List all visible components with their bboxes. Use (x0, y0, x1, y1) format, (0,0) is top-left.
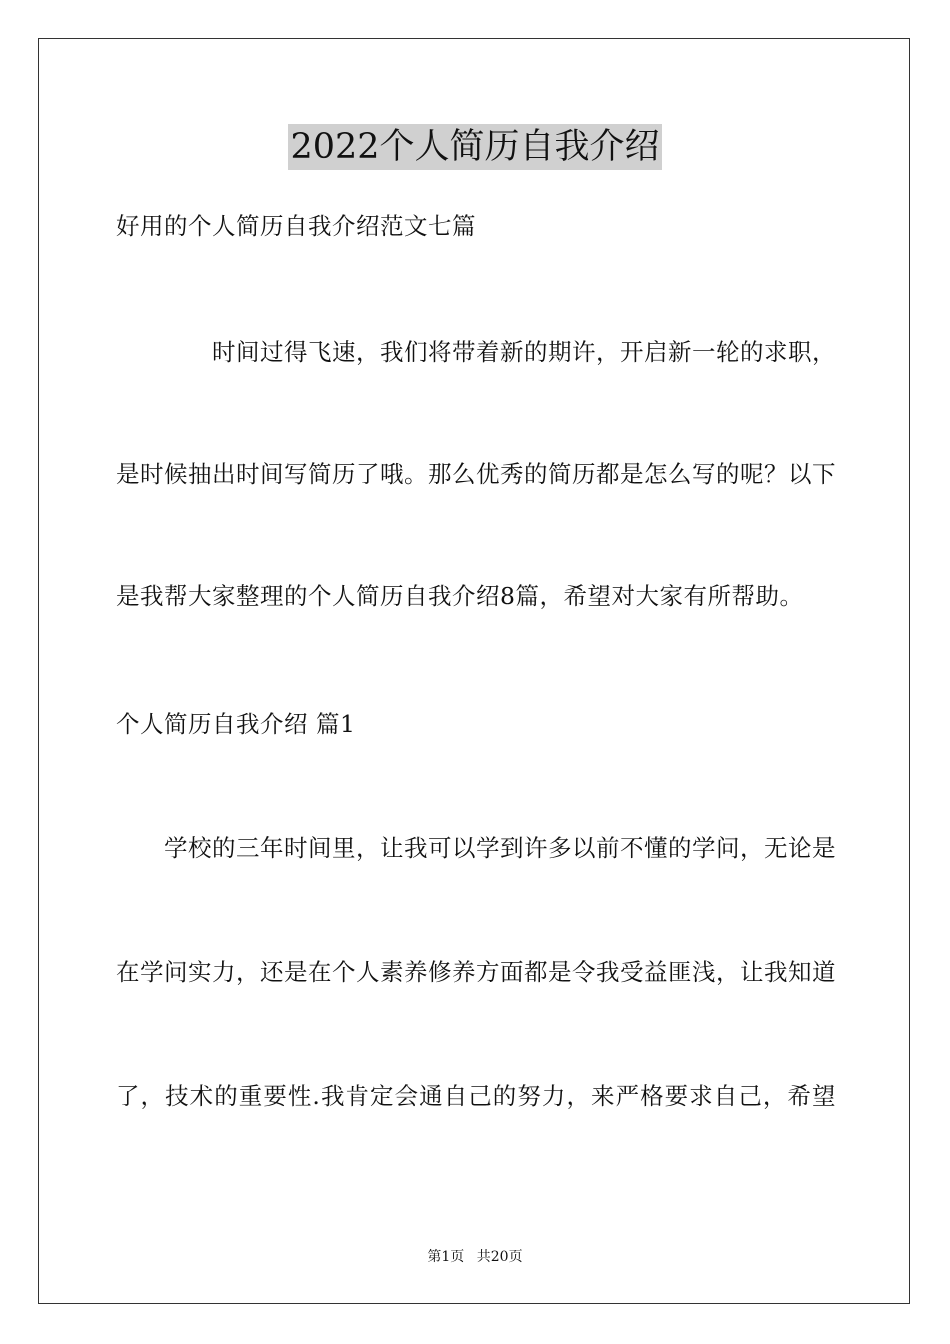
title-container (0, 124, 950, 170)
page-footer (0, 1248, 950, 1266)
section-line-1: 学校的三年时间里，让我可以学到许多以前不懂的学问，无论是 (164, 834, 836, 862)
intro-line-1: 时间过得飞速，我们将带着新的期许，开启新一轮的求职， (212, 338, 836, 366)
intro-line-3: 是我帮大家整理的个人简历自我介绍8篇，希望对大家有所帮助。 (116, 582, 804, 610)
document-subtitle: 好用的个人简历自我介绍范文七篇 (116, 212, 476, 240)
page-number: 第1页 (427, 1249, 465, 1265)
section-heading: 个人简历自我介绍 篇1 (116, 710, 356, 738)
intro-line-2: 是时候抽出时间写简历了哦。那么优秀的简历都是怎么写的呢？以下 (116, 460, 836, 488)
document-title: 2022个人简历自我介绍 (288, 124, 661, 170)
section-line-2: 在学问实力，还是在个人素养修养方面都是令我受益匪浅，让我知道 (116, 958, 836, 986)
section-line-3: 了，技术的重要性.我肯定会通自己的努力，来严格要求自己，希望 (116, 1082, 836, 1110)
page-total: 共20页 (476, 1249, 523, 1265)
